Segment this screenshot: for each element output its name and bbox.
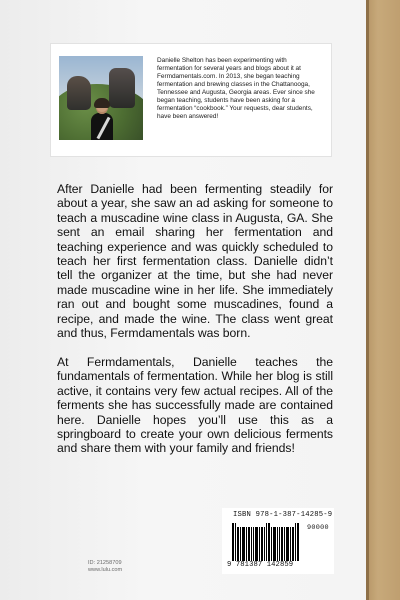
barcode-bar bbox=[281, 527, 283, 561]
price-code: 90000 bbox=[307, 524, 329, 532]
barcode-bar bbox=[297, 523, 299, 561]
barcode-bar bbox=[261, 527, 263, 561]
barcode-bar bbox=[253, 527, 254, 561]
barcode-bar bbox=[277, 527, 278, 561]
barcode-bar bbox=[273, 527, 276, 561]
barcode-bar bbox=[232, 523, 234, 561]
description-paragraph-2: At Fermdamentals, Danielle teaches the fundamentals of fermentation. While her blog is still active, it contains very few actual recipes. All of the ferments she has successfully made are contained here. Danielle hopes you’ll use this as a springboard to create your own delicious ferments and share them with your family and friends! bbox=[57, 355, 333, 456]
barcode-number: 9 781387 142859 bbox=[227, 561, 294, 569]
barcode-bar bbox=[284, 527, 285, 561]
description-paragraph-1: After Danielle had been fermenting steadily for about a year, she saw an ad asking for someone to teach a muscadine wine class in Augusta, GA. She sent an email sharing her fermentation and teaching experience and was quickly scheduled to teach her first fermentation class. Danielle didn’t tell the organizer at the time, but she had never made muscadine wine in her life. She immediately ran out and bought some muscadines, found a recipe, and made the wine. The class went great and thus, Fermdamentals was born. bbox=[57, 182, 333, 341]
barcode-bar bbox=[237, 527, 239, 561]
barcode-bar bbox=[295, 523, 296, 561]
isbn-barcode-box bbox=[222, 508, 334, 574]
barcode-bar bbox=[259, 527, 260, 561]
author-hair bbox=[94, 98, 110, 108]
barcode-bar bbox=[246, 527, 247, 561]
barcode-bar bbox=[240, 527, 241, 561]
printer-info bbox=[88, 560, 122, 574]
barcode-bar bbox=[286, 527, 289, 561]
printer-id: ID: 21258709 bbox=[88, 560, 122, 566]
barcode bbox=[232, 523, 326, 561]
barcode-bar bbox=[271, 527, 272, 561]
barcode-bar bbox=[255, 527, 258, 561]
printer-website: www.lulu.com bbox=[88, 567, 123, 573]
barcode-bar bbox=[251, 527, 252, 561]
barcode-bar bbox=[266, 523, 267, 561]
book-spine bbox=[366, 0, 400, 600]
barcode-bar bbox=[248, 527, 250, 561]
barcode-bar bbox=[268, 523, 270, 561]
barcode-bar bbox=[264, 527, 265, 561]
barcode-bar bbox=[292, 527, 294, 561]
author-photo bbox=[59, 56, 143, 140]
isbn-label: ISBN 978-1-387-14285-9 bbox=[233, 511, 333, 519]
author-figure bbox=[88, 100, 116, 140]
barcode-bar bbox=[290, 527, 291, 561]
barcode-bar bbox=[242, 527, 245, 561]
author-bio-box bbox=[51, 44, 331, 156]
barcode-bar bbox=[279, 527, 280, 561]
barcode-bar bbox=[235, 523, 236, 561]
author-bio-text: Danielle Shelton has been experimenting with fermentation for several years and blogs about it at Fermdamentals.com. In 2013, she began teaching fermentation and brewing classes in the Chattanooga, Tennessee and Augusta, Georgia areas. Ever since she began teaching, students have been asking for a fermentation “cookbook.” Your requests, dear students, have been answered! bbox=[157, 57, 315, 121]
